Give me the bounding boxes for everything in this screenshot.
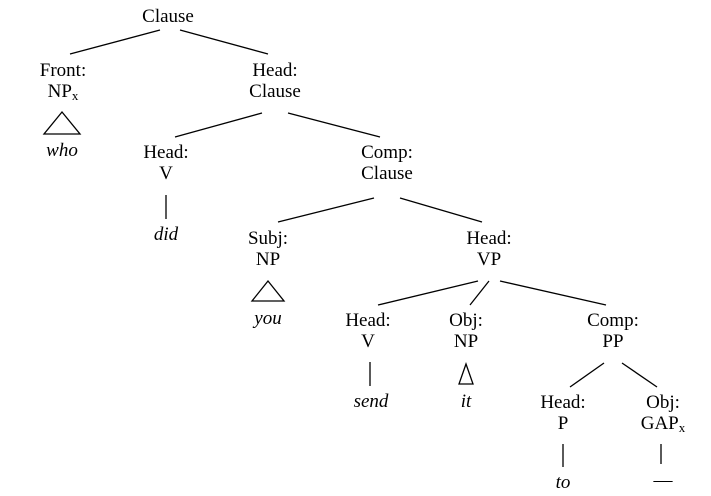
tree-node-label: Head: <box>540 392 586 413</box>
tree-edge <box>180 30 268 54</box>
tree-node <box>345 310 390 353</box>
index-subscript: x <box>678 420 686 436</box>
tree-node-category: VP <box>476 249 502 271</box>
tree-node <box>143 142 188 185</box>
tree-node-label: Clause <box>142 6 194 27</box>
terminal-word: to <box>555 472 571 493</box>
terminal-word: who <box>46 140 78 161</box>
tree-edge <box>278 198 374 222</box>
terminal-word: it <box>460 391 472 412</box>
tree-node-label: Head: <box>466 228 512 249</box>
tree-node-label: Front: <box>39 60 87 81</box>
tree-node <box>449 310 483 353</box>
tree-node-category: Clause <box>249 81 301 103</box>
tree-edge <box>570 363 604 387</box>
tree-node-label: Head: <box>252 60 298 81</box>
tree-node-category: PP <box>602 331 624 353</box>
gap-dash: — <box>653 470 673 491</box>
tree-node-category: NP <box>255 249 281 271</box>
tree-node <box>248 228 288 271</box>
terminal-word: you <box>254 308 282 329</box>
tree-node <box>466 228 511 271</box>
tree-edge <box>400 198 482 222</box>
tree-node <box>40 60 86 104</box>
tree-edge <box>175 113 262 137</box>
tree-node <box>540 392 585 435</box>
tree-edge <box>470 281 489 305</box>
phrase-triangle <box>459 364 473 384</box>
tree-node-label: Obj: <box>449 310 483 331</box>
terminal-word: did <box>153 224 179 245</box>
tree-node-category: P <box>557 413 569 435</box>
tree-node-category: $NP_x$ <box>47 81 79 104</box>
tree-node-label: Comp: <box>361 142 413 163</box>
tree-node-category: $GAP_x$ <box>640 413 686 436</box>
tree-node-label: Comp: <box>587 310 639 331</box>
tree-node-category: Clause <box>361 163 413 185</box>
tree-edge <box>500 281 606 305</box>
tree-node <box>361 142 413 185</box>
tree-node-category: V <box>159 163 173 185</box>
tree-edge <box>70 30 160 54</box>
tree-node-label: Subj: <box>247 228 289 249</box>
tree-node <box>641 392 686 436</box>
index-subscript: x <box>71 88 79 104</box>
phrase-triangle <box>44 112 80 134</box>
tree-node-category: V <box>361 331 375 353</box>
tree-node-category: NP <box>453 331 479 353</box>
tree-node-label: Head: <box>143 142 189 163</box>
terminal-word: send <box>353 391 389 412</box>
tree-node <box>249 60 301 103</box>
tree-edge <box>378 281 478 305</box>
tree-node-label: Obj: <box>646 392 680 413</box>
tree-node <box>587 310 639 353</box>
tree-node <box>142 6 194 27</box>
tree-edge <box>622 363 657 387</box>
tree-node-label: Head: <box>345 310 391 331</box>
tree-edge <box>288 113 380 137</box>
phrase-triangle <box>252 281 284 301</box>
